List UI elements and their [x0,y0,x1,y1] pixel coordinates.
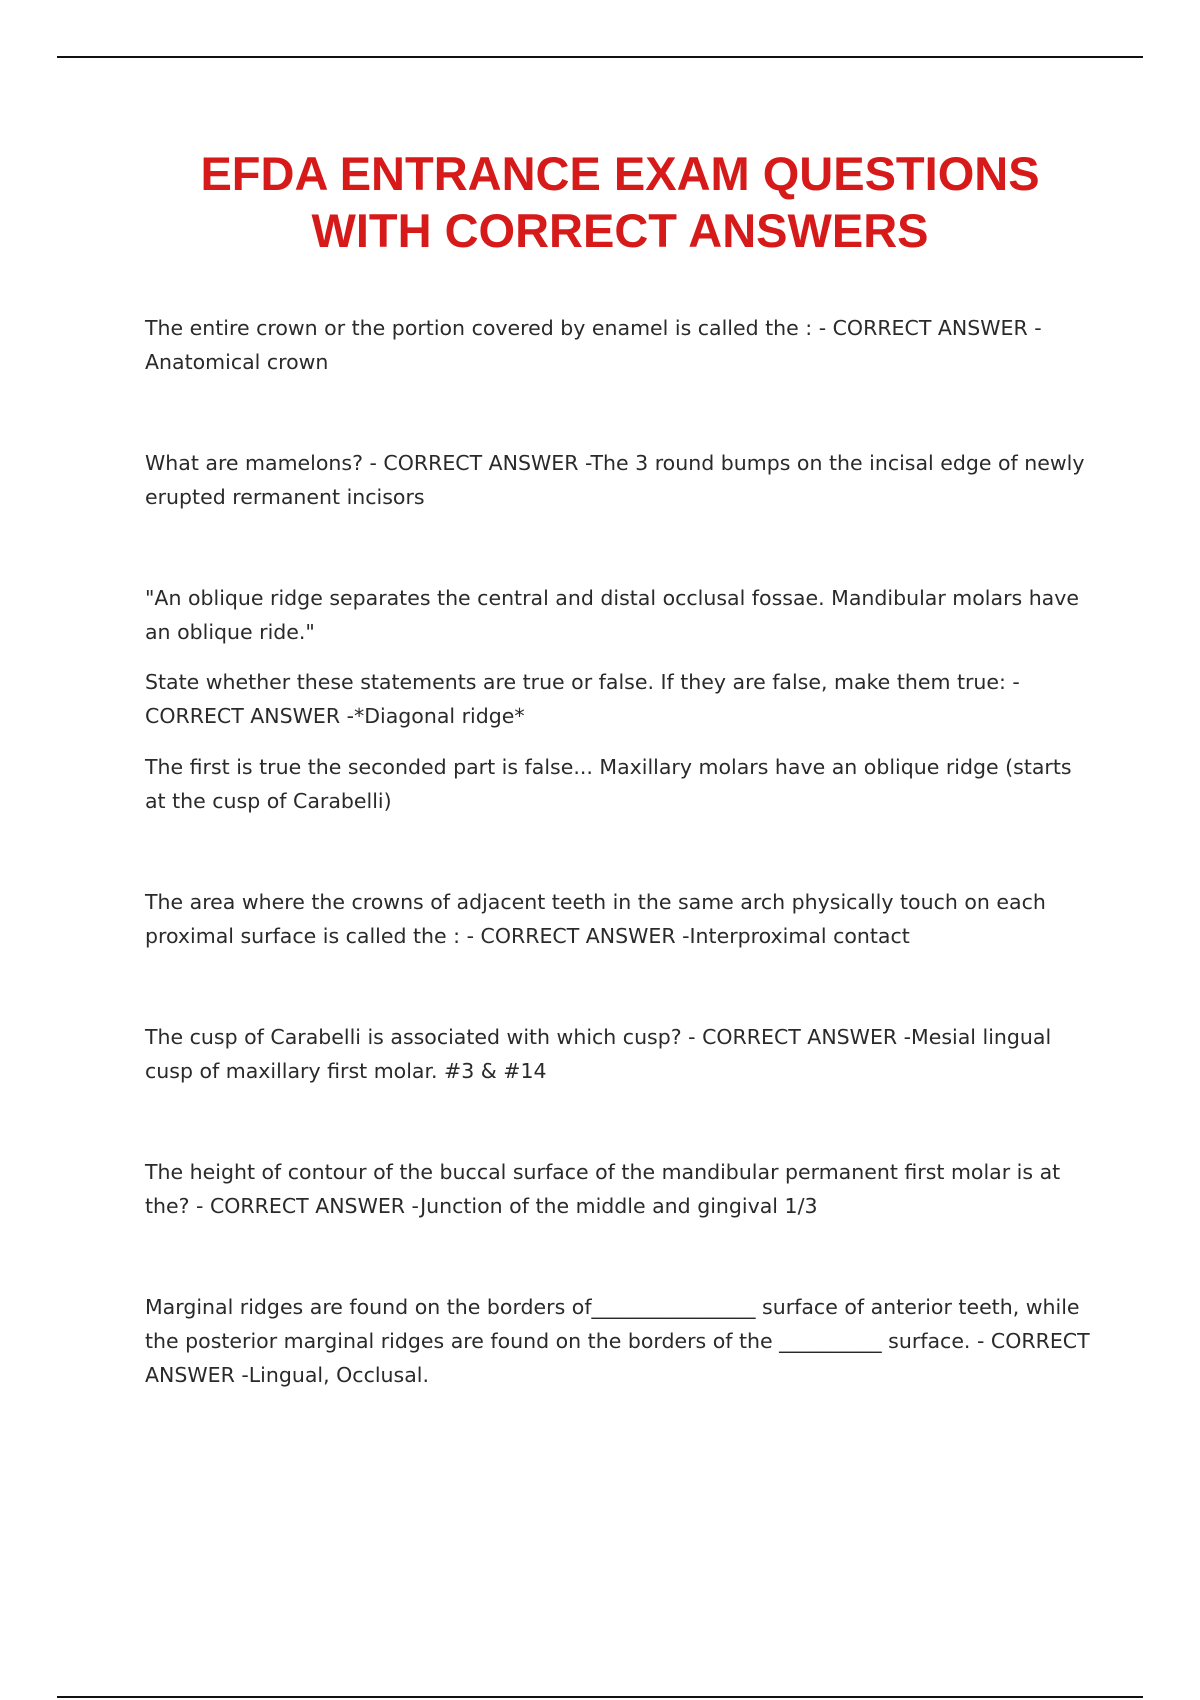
top-divider [57,56,1143,58]
qa-paragraph-7: The cusp of Carabelli is associated with which cusp? - CORRECT ANSWER -Mesial lingual cusp of maxillary first molar. #3 & #14 [145,1025,1052,1083]
bottom-divider [57,1696,1143,1698]
title-line-2: WITH CORRECT ANSWERS [311,204,929,257]
title-line-1: EFDA ENTRANCE EXAM QUESTIONS [200,147,1040,200]
qa-paragraph-6: The area where the crowns of adjacent teeth in the same arch physically touch on each proximal surface is called the : - CORRECT ANSWER -Interproximal contact [145,890,1046,948]
qa-paragraph-4: State whether these statements are true or false. If they are false, make them true: - CORRECT ANSWER -*Diagonal ridge* [145,670,1020,728]
document-title [80,145,1160,259]
qa-paragraph-5: The first is true the seconded part is false... Maxillary molars have an oblique ridge (starts at the cusp of Carabelli) [145,755,1072,813]
qa-paragraph-8: The height of contour of the buccal surface of the mandibular permanent first molar is at the? - CORRECT ANSWER -Junction of the middle and gingival 1/3 [145,1160,1061,1218]
qa-paragraph-1: The entire crown or the portion covered by enamel is called the : - CORRECT ANSWER - Anatomical crown [145,316,1042,374]
qa-paragraph-2: What are mamelons? - CORRECT ANSWER -The 3 round bumps on the incisal edge of newly erupted rermanent incisors [145,451,1085,509]
qa-paragraph-3: "An oblique ridge separates the central and distal occlusal fossae. Mandibular molars have an oblique ride." [145,586,1079,644]
qa-paragraph-9: Marginal ridges are found on the borders of________________ surface of anterior teeth, while the posterior marginal ridges are found on the borders of the __________ surface. - CORRECT ANSWER -Lingual, Occlusal. [145,1295,1090,1387]
